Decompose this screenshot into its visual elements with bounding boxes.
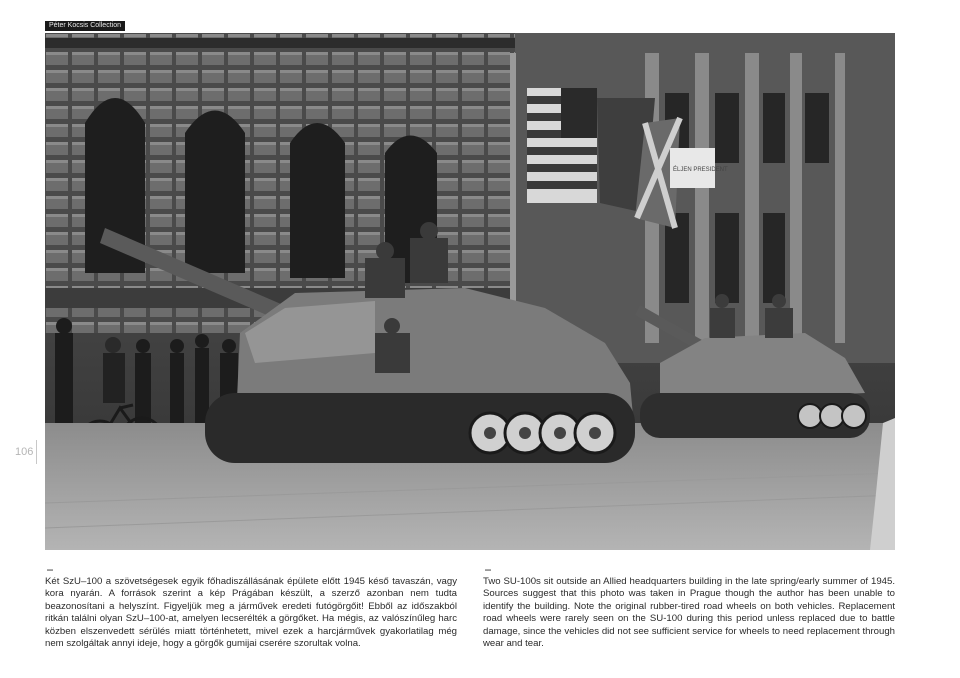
- banner-text: ÉLJEN PRESIDENT: [673, 167, 728, 173]
- page-number: 106: [15, 446, 34, 458]
- caption-marker-en: ▬: [485, 567, 491, 573]
- caption-marker-hu: ▬: [47, 567, 53, 573]
- caption-hungarian: Két SzU–100 a szövetségesek egyik főhadiszállásának épülete előtt 1945 késő tavaszán, vagy kora nyarán. A források szerint a kép Prágában készült, a szerző azonban nem tudta beazonosítani a helyszínt. Figyeljük meg a járművek eredeti futógörgőit! Ebből az időszakból ritkán találni olyan SzU–100-at, amelyen lecserélték a görgőket. Ha mégis, az valószínűleg harc közben elszenvedett sérülés miatt történhetett, mivel ezek a harcjárművek gyakorlatilag még nem szolgáltak annyi ideje, hogy a görgők gumijai cserére szorultak volna.: [45, 576, 457, 650]
- caption-english: Two SU-100s sit outside an Allied headquarters building in the late spring/early summer of 1945. Sources suggest that this photo was taken in Prague though the author has been unable to identify the building. Note the original rubber-tired road wheels on both vehicles. Replacement road wheels were rarely seen on the SU-100 during this period unless replaced due to battle damage, since the vehicles did not see sufficient service for wheels to need replacement through wear and tear.: [483, 576, 895, 650]
- historical-photo: [45, 33, 895, 550]
- page-divider: [36, 440, 37, 464]
- photo-credit: Péter Kocsis Collection: [45, 21, 125, 31]
